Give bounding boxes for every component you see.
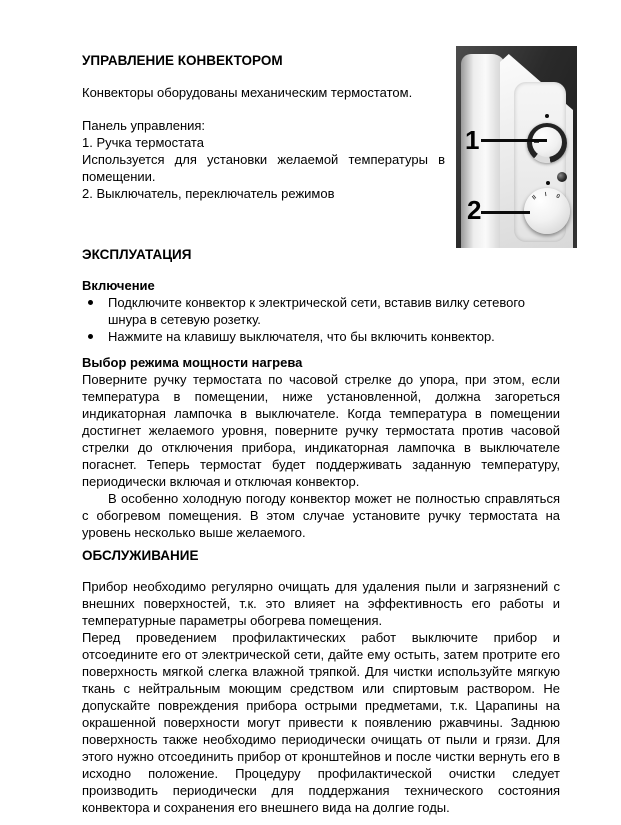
- switch-marker-dot: [546, 181, 550, 185]
- mode-select-paragraph-1: Поверните ручку термостата по часовой стрелке до упора, при этом, если температура в помещении, ниже установленной, должна загореться индикаторная лампочка в выключателе. Когда температура в помещении достигнет желаемого уровня, поверните ручку термостата против часовой стрелки до отключения прибора, индикаторная лампочка в выключателе погаснет. Теперь термостат будет поддерживать заданную температуру, периодически включая и отключая конвектор.: [82, 372, 560, 489]
- control-intro: Конвекторы оборудованы механическим термостатом.: [82, 85, 413, 100]
- bullet-icon: [88, 300, 93, 305]
- callout-number-1: 1: [465, 125, 480, 155]
- switch-mark-i: I: [544, 191, 548, 199]
- subheading-mode-select: Выбор режима мощности нагрева: [82, 355, 303, 370]
- section-heading-operation: ЭКСПЛУАТАЦИЯ: [82, 247, 192, 262]
- section-heading-maintenance: ОБСЛУЖИВАНИЕ: [82, 548, 199, 563]
- indicator-lamp: [557, 172, 567, 182]
- convector-photo: [456, 46, 577, 248]
- thermostat-marker-dot: [545, 114, 549, 118]
- panel-title: Панель управления:: [82, 118, 206, 133]
- panel-item-1: 1. Ручка термостата: [82, 135, 204, 150]
- callout-line-1: [481, 139, 547, 142]
- maintenance-paragraph-1: Прибор необходимо регулярно очищать для удаления пыли и загрязнений с внешних поверхностей, т.к. это влияет на эффективность его работы и температурные параметры обогрева помещения.: [82, 579, 560, 628]
- bullet-icon: [88, 334, 93, 339]
- mode-switch-knob: [524, 188, 570, 234]
- power-on-bullet-list: [82, 294, 560, 345]
- panel-item-2: 2. Выключатель, переключатель режимов: [82, 186, 335, 201]
- switch-mark-ii: II: [531, 194, 538, 202]
- control-section-body: [82, 84, 445, 202]
- panel-list: [82, 117, 445, 202]
- bullet-text: Подключите конвектор к электрической сети, вставив вилку сетевого шнура в сетевую розетку.: [108, 295, 526, 327]
- bullet-text: Нажмите на клавишу выключателя, что бы включить конвектор.: [108, 329, 495, 344]
- section-heading-control: УПРАВЛЕНИЕ КОНВЕКТОРОМ: [82, 53, 283, 68]
- callout-line-2: [481, 211, 530, 214]
- bullet-item: [82, 294, 560, 328]
- mode-select-paragraph-2: В особенно холодную погоду конвектор может не полностью справляться с обогревом помещения. В этом случае установите ручку термостата на уровень несколько выше желаемого.: [82, 491, 560, 540]
- callout-number-2: 2: [467, 195, 482, 225]
- panel-item-1-desc: Используется для установки желаемой температуры в помещении.: [82, 152, 445, 184]
- bullet-item: [82, 328, 560, 345]
- subheading-power-on: Включение: [82, 278, 155, 293]
- maintenance-paragraph-2: Перед проведением профилактических работ выключите прибор и отсоедините его от электрической сети, дайте ему остыть, затем протрите его поверхность мягкой слегка влажной тряпкой. Для чистки используйте мягкую ткань с нейтральным моющим средством или спиртовым раствором. Не допускайте повреждения прибора острыми предметами, т.к. Царапины на окрашенной поверхности могут привести к появлению ржавчины. Заднюю поверхность также необходимо периодически очищать от пыли и грязи. Для этого нужно отсоединить прибор от кронштейнов и после чистки вернуть его в исходно положение. Процедуру профилактической очистки следует производить периодически для поддержания технического состояния конвектора и сохранения его внешнего вида на долгие годы.: [82, 630, 560, 815]
- switch-mark-0: 0: [554, 193, 561, 201]
